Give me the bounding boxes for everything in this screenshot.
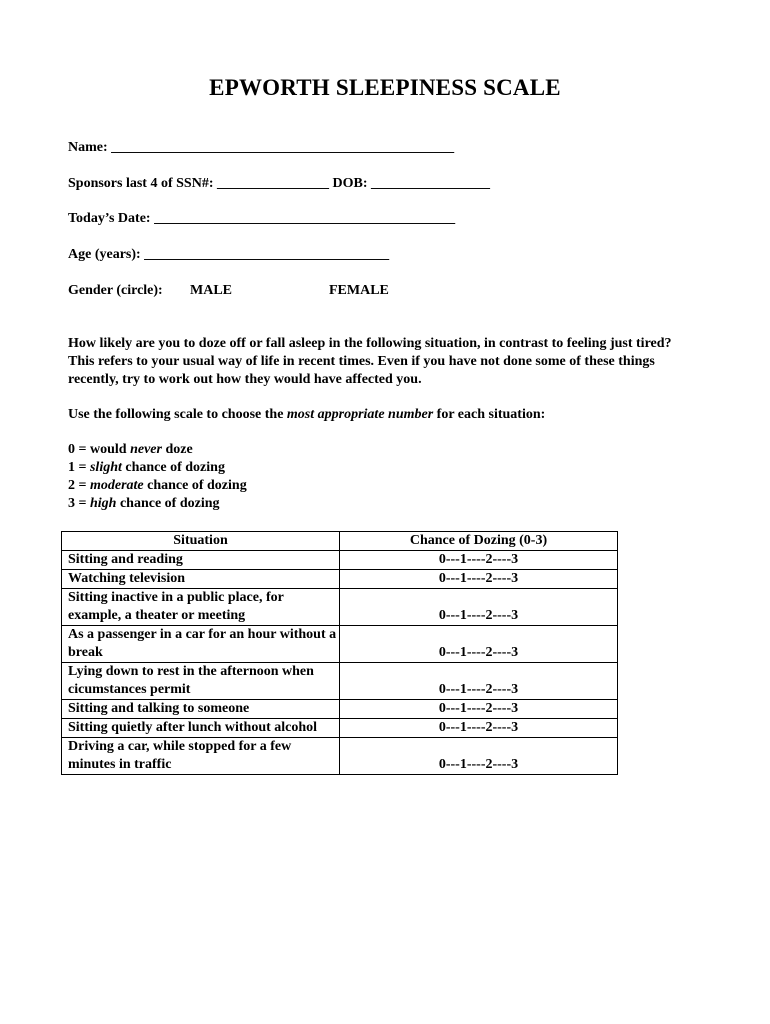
table-row xyxy=(62,589,618,626)
situation-cell: Sitting quietly after lunch without alcohol xyxy=(62,719,340,738)
scale-item-1: 1 = slight chance of dozing xyxy=(68,460,225,475)
situation-cell: Watching television xyxy=(62,570,340,589)
rating-scale[interactable]: 0---1----2----3 xyxy=(340,626,618,663)
rating-scale[interactable]: 0---1----2----3 xyxy=(340,551,618,570)
table-row xyxy=(62,700,618,719)
rating-scale[interactable]: 0---1----2----3 xyxy=(340,663,618,700)
table-header-row xyxy=(62,532,618,551)
table-row xyxy=(62,570,618,589)
situation-cell: Lying down to rest in the afternoon when cicumstances permit xyxy=(62,663,340,700)
header-situation: Situation xyxy=(62,532,340,551)
scale-intro-text: Use the following scale to choose the xyxy=(68,407,287,422)
instructions-question: How likely are you to doze off or fall asleep in the following situation, in contrast to feeling just tired? This refers to your usual way of life in recent times. Even if you have not done some of these things recently, try to work out how they would have affected you. xyxy=(68,336,672,387)
rating-scale[interactable]: 0---1----2----3 xyxy=(340,719,618,738)
rating-scale[interactable]: 0---1----2----3 xyxy=(340,738,618,775)
scale-item-3: 3 = high chance of dozing xyxy=(68,496,220,511)
situation-cell: Sitting and reading xyxy=(62,551,340,570)
gender-label: Gender (circle): xyxy=(68,283,163,298)
situation-cell: As a passenger in a car for an hour without a break xyxy=(62,626,340,663)
scale-item-0: 0 = would never doze xyxy=(68,442,193,457)
table-row xyxy=(62,626,618,663)
table-row xyxy=(62,719,618,738)
situation-cell: Sitting inactive in a public place, for example, a theater or meeting xyxy=(62,589,340,626)
header-chance: Chance of Dozing (0-3) xyxy=(340,532,618,551)
age-field[interactable]: Age (years): ___________________________________ xyxy=(68,247,390,262)
table-row xyxy=(62,663,618,700)
rating-scale[interactable]: 0---1----2----3 xyxy=(340,570,618,589)
situation-cell: Sitting and talking to someone xyxy=(62,700,340,719)
table-row xyxy=(62,551,618,570)
scale-intro-text-end: for each situation: xyxy=(433,407,546,422)
situation-cell: Driving a car, while stopped for a few minutes in traffic xyxy=(62,738,340,775)
gender-male-option[interactable]: MALE xyxy=(190,283,232,298)
scale-intro-emphasis: most appropriate number xyxy=(286,407,434,422)
gender-female-option[interactable]: FEMALE xyxy=(329,283,389,298)
ssn-dob-field[interactable]: Sponsors last 4 of SSN#: ________________ DOB: _________________ xyxy=(68,176,490,191)
table-row xyxy=(62,738,618,775)
name-field[interactable]: Name: _________________________________________________ xyxy=(68,140,455,155)
rating-scale[interactable]: 0---1----2----3 xyxy=(340,700,618,719)
scale-legend xyxy=(68,441,247,513)
situation-table xyxy=(61,531,618,775)
page-title: EPWORTH SLEEPINESS SCALE xyxy=(209,75,561,100)
scale-item-2: 2 = moderate chance of dozing xyxy=(68,478,247,493)
rating-scale[interactable]: 0---1----2----3 xyxy=(340,589,618,626)
scale-intro xyxy=(68,406,698,424)
todays-date-field[interactable]: Today’s Date: ___________________________________________ xyxy=(68,211,456,226)
